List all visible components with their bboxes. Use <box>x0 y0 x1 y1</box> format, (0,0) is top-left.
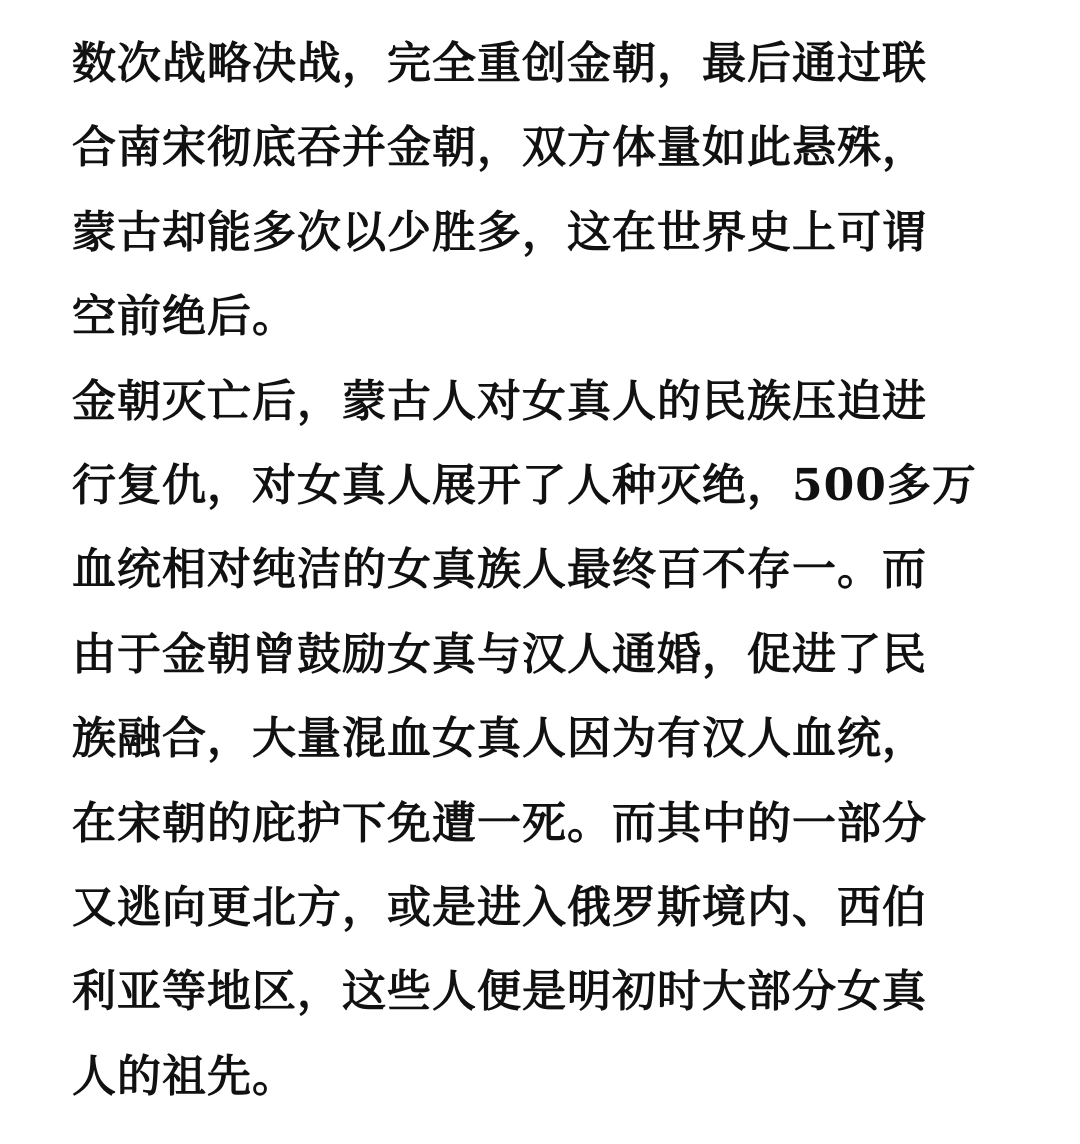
article-text <box>72 22 1012 1119</box>
text-line: 数次战略决战，完全重创金朝，最后通过联 <box>72 38 927 89</box>
text-line: 族融合，大量混血女真人因为有汉人血统， <box>72 713 927 765</box>
text-line: 又逃向更北方，或是进入俄罗斯境内、西伯 <box>72 881 927 933</box>
text-line: 由于金朝曾鼓励女真与汉人通婚，促进了民 <box>72 628 927 680</box>
text-line: 行复仇，对女真人展开了人种灭绝，500多万 <box>72 459 977 511</box>
text-line: 合南宋彻底吞并金朝，双方体量如此悬殊， <box>72 122 927 174</box>
text-line: 空前绝后。 <box>72 291 297 343</box>
text-line: 金朝灭亡后，蒙古人对女真人的民族压迫进 <box>72 375 927 427</box>
text-line: 蒙古却能多次以少胜多，这在世界史上可谓 <box>72 206 927 258</box>
text-line: 血统相对纯洁的女真族人最终百不存一。而 <box>72 544 927 596</box>
text-line: 在宋朝的庇护下免遭一死。而其中的一部分 <box>72 797 927 849</box>
text-line: 利亚等地区，这些人便是明初时大部分女真 <box>72 966 927 1018</box>
text-line: 人的祖先。 <box>72 1050 297 1102</box>
